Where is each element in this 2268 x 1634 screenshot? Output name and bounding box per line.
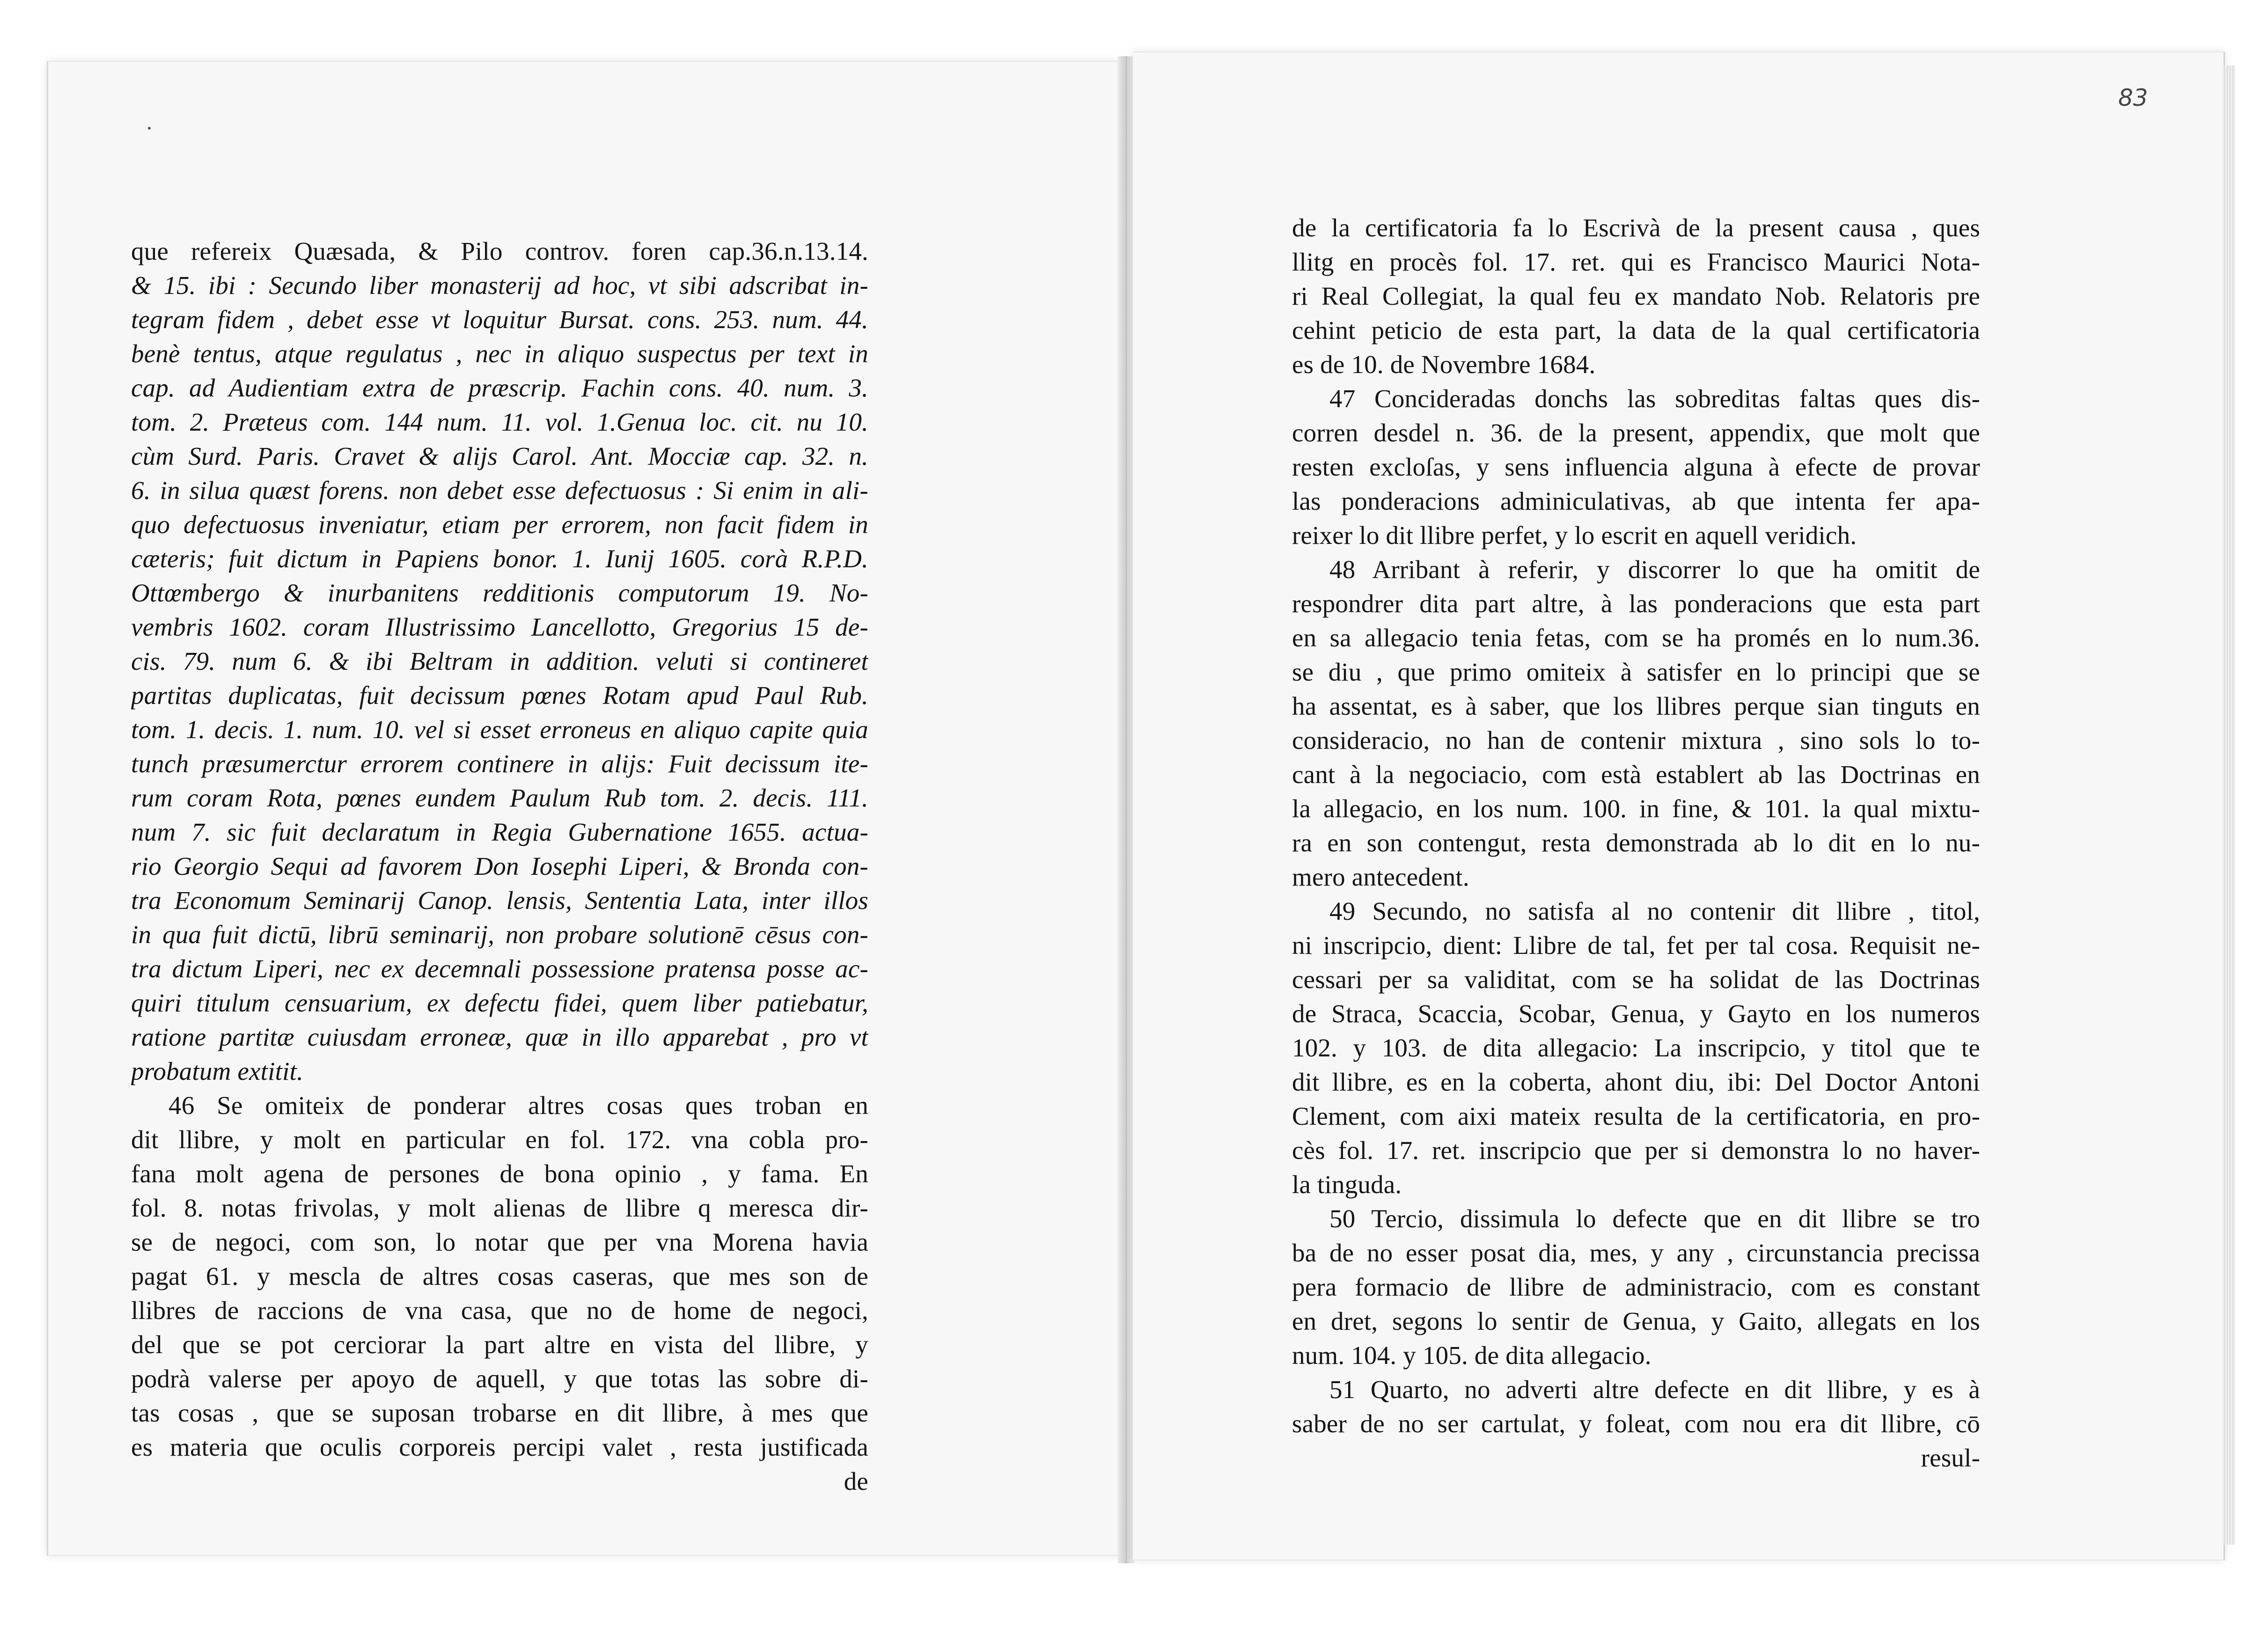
text-line: Ottœmbergo & inurbanitens redditionis computorum 19. No-	[131, 579, 868, 607]
text-line: ratione partitæ cuiusdam erroneæ, quæ in illo apparebat , pro vt	[131, 1023, 868, 1051]
text-line: que refereix Quæsada, & Pilo controv. foren cap.36.n.13.14.	[131, 237, 868, 265]
text-line: Clement, com aixi mateix resulta de la certificatoria, en pro-	[1292, 1102, 1980, 1130]
paragraph-50-start: 50 Tercio, dissimula lo defecte que en dit llibre se tro	[1329, 1204, 1980, 1233]
left-page-text	[131, 234, 868, 1498]
text-line: consideracio, no han de contenir mixtura , sino sols lo to-	[1292, 726, 1980, 755]
text-line: respondrer dita part altre, à las ponderacions que esta part	[1292, 589, 1980, 618]
ink-dot	[148, 127, 151, 130]
text-line: se diu , que primo omiteix à satisfer en lo principi que se	[1292, 658, 1980, 686]
text-line: en sa allegacio tenia fetas, com se ha promés en lo num.36.	[1292, 623, 1980, 652]
text-line: es materia que oculis corporeis percipi valet , resta justificada	[131, 1433, 868, 1461]
text-line: tegram fidem , debet esse vt loquitur Bursat. cons. 253. num. 44.	[131, 305, 868, 334]
text-line: cùm Surd. Paris. Cravet & alijs Carol. Ant. Mocciæ cap. 32. n.	[131, 442, 868, 470]
page-edges	[2222, 66, 2235, 1545]
text-line: quiri titulum censuarium, ex defectu fidei, quem liber patiebatur,	[131, 989, 868, 1017]
folio-number: 83	[2118, 84, 2148, 111]
text-line: llibres de raccions de vna casa, que no de home de negoci,	[131, 1296, 868, 1325]
text-line: podrà valerse per apoyo de aquell, y que totas las sobre di-	[131, 1364, 868, 1393]
text-line: quo defectuosus inveniatur, etiam per errorem, non facit fidem in	[131, 510, 868, 539]
catchword: de	[844, 1467, 868, 1495]
text-line: tom. 2. Præteus com. 144 num. 11. vol. 1.Genua loc. cit. nu 10.	[131, 408, 868, 436]
text-line: se de negoci, com son, lo notar que per vna Morena havia	[131, 1228, 868, 1256]
text-line: num. 104. y 105. de dita allegacio.	[1292, 1341, 1651, 1370]
text-line: tra Economum Seminarij Canop. lensis, Sententia Lata, inter illos	[131, 886, 868, 915]
text-line: es de 10. de Novembre 1684.	[1292, 350, 1596, 379]
text-line: saber de no ser cartulat, y foleat, com nou era dit llibre, cō	[1292, 1409, 1980, 1438]
text-line: cessari per sa validitat, com se ha solidat de las Doctrinas	[1292, 965, 1980, 994]
text-line: mero antecedent.	[1292, 863, 1469, 891]
text-line: corren desdel n. 36. de la present, appendix, que molt que	[1292, 418, 1980, 447]
text-line: in qua fuit dictū, librū seminarij, non probare solutionē cēsus con-	[131, 920, 868, 949]
text-line: tra dictum Liperi, nec ex decemnali possessione pratensa posse ac-	[131, 954, 868, 983]
text-line: probatum extitit.	[131, 1057, 303, 1085]
text-line: cehint peticio de esta part, la data de la qual certificatoria	[1292, 316, 1980, 344]
paragraph-51-start: 51 Quarto, no adverti altre defecte en dit llibre, y es à	[1329, 1375, 1980, 1404]
text-line: cap. ad Audientiam extra de præscrip. Fachin cons. 40. num. 3.	[131, 374, 868, 402]
text-line: dit llibre, y molt en particular en fol. 172. vna cobla pro-	[131, 1125, 868, 1154]
text-line: fol. 8. notas frivolas, y molt alienas de llibre q meresca dir-	[131, 1194, 868, 1222]
book-gutter	[1118, 56, 1135, 1563]
text-line: ha assentat, es à saber, que los llibres perque sian tinguts en	[1292, 692, 1980, 720]
paragraph-47-start: 47 Concideradas donchs las sobreditas faltas ques dis-	[1329, 384, 1980, 413]
right-page-text	[1292, 211, 1980, 1475]
text-line: benè tentus, atque regulatus , nec in aliquo suspectus per text in	[131, 339, 868, 368]
paragraph-49-start: 49 Secundo, no satisfa al no contenir dit llibre , titol,	[1329, 897, 1980, 925]
text-line: tas cosas , que se suposan trobarse en dit llibre, à mes que	[131, 1399, 868, 1427]
text-line: rum coram Rota, pœnes eundem Paulum Rub tom. 2. decis. 111.	[131, 784, 868, 812]
paragraph-46-start: 46 Se omiteix de ponderar altres cosas ques troban en	[169, 1091, 868, 1120]
text-line: & 15. ibi : Secundo liber monasterij ad hoc, vt sibi adscribat in-	[131, 271, 868, 300]
text-line: 6. in silua quæst forens. non debet esse defectuosus : Si enim in ali-	[131, 476, 868, 505]
text-line: dit llibre, es en la coberta, ahont diu, ibi: Del Doctor Antoni	[1292, 1068, 1980, 1096]
text-line: rio Georgio Sequi ad favorem Don Iosephi Liperi, & Bronda con-	[131, 852, 868, 880]
text-line: de Straca, Scaccia, Scobar, Genua, y Gayto en los numeros	[1292, 999, 1980, 1028]
text-line: fana molt agena de persones de bona opinio , y fama. En	[131, 1159, 868, 1188]
text-line: vembris 1602. coram Illustrissimo Lancellotto, Gregorius 15 de-	[131, 613, 868, 641]
text-line: reixer lo dit llibre perfet, y lo escrit en aquell veridich.	[1292, 521, 1857, 550]
text-line: pagat 61. y mescla de altres cosas caseras, que mes son de	[131, 1262, 868, 1290]
text-line: ni inscripcio, dient: Llibre de tal, fet per tal cosa. Requisit ne-	[1292, 931, 1980, 960]
text-line: la allegacio, en los num. 100. in fine, & 101. la qual mixtu-	[1292, 794, 1980, 823]
text-line: 102. y 103. de dita allegacio: La inscripcio, y titol que te	[1292, 1033, 1980, 1062]
text-line: tom. 1. decis. 1. num. 10. vel si esset erroneus en aliquo capite quia	[131, 715, 868, 744]
text-line: ra en son contengut, resta demonstrada ab lo dit en lo nu-	[1292, 828, 1980, 857]
text-line: cès fol. 17. ret. inscripcio que per si demonstra lo no haver-	[1292, 1136, 1980, 1165]
text-line: partitas duplicatas, fuit decissum pœnes Rotam apud Paul Rub.	[131, 681, 868, 710]
text-line: ri Real Collegiat, la qual feu ex mandato Nob. Relatoris pre	[1292, 282, 1980, 310]
text-line: la tinguda.	[1292, 1170, 1402, 1199]
text-line: cant à la negociacio, com està establert ab las Doctrinas en	[1292, 760, 1980, 789]
paragraph-48-start: 48 Arribant à referir, y discorrer lo que ha omitit de	[1329, 555, 1980, 584]
text-line: resten excloſas, y sens influencia alguna à efecte de provar	[1292, 453, 1980, 481]
catchword: resul-	[1921, 1443, 1980, 1472]
text-line: cis. 79. num 6. & ibi Beltram in addition. veluti si contineret	[131, 647, 868, 675]
text-line: en dret, segons lo sentir de Genua, y Gaito, allegats en los	[1292, 1307, 1980, 1335]
text-line: tunch præsumerctur errorem continere in alijs: Fuit decissum ite-	[131, 749, 868, 778]
text-line: pera formacio de llibre de administracio, com es constant	[1292, 1273, 1980, 1301]
text-line: las ponderacions adminiculativas, ab que intenta fer apa-	[1292, 487, 1980, 515]
text-line: num 7. sic fuit declaratum in Regia Gubernatione 1655. actua-	[131, 818, 868, 846]
text-line: llitg en procès fol. 17. ret. qui es Francisco Maurici Nota-	[1292, 248, 1980, 276]
text-line: de la certificatoria fa lo Escrivà de la present causa , ques	[1292, 213, 1980, 242]
text-line: ba de no esser posat dia, mes, y any , circunstancia precissa	[1292, 1238, 1980, 1267]
text-line: cæteris; fuit dictum in Papiens bonor. 1. Iunij 1605. corà R.P.D.	[131, 544, 868, 573]
text-line: del que se pot cerciorar la part altre en vista del llibre, y	[131, 1330, 868, 1359]
